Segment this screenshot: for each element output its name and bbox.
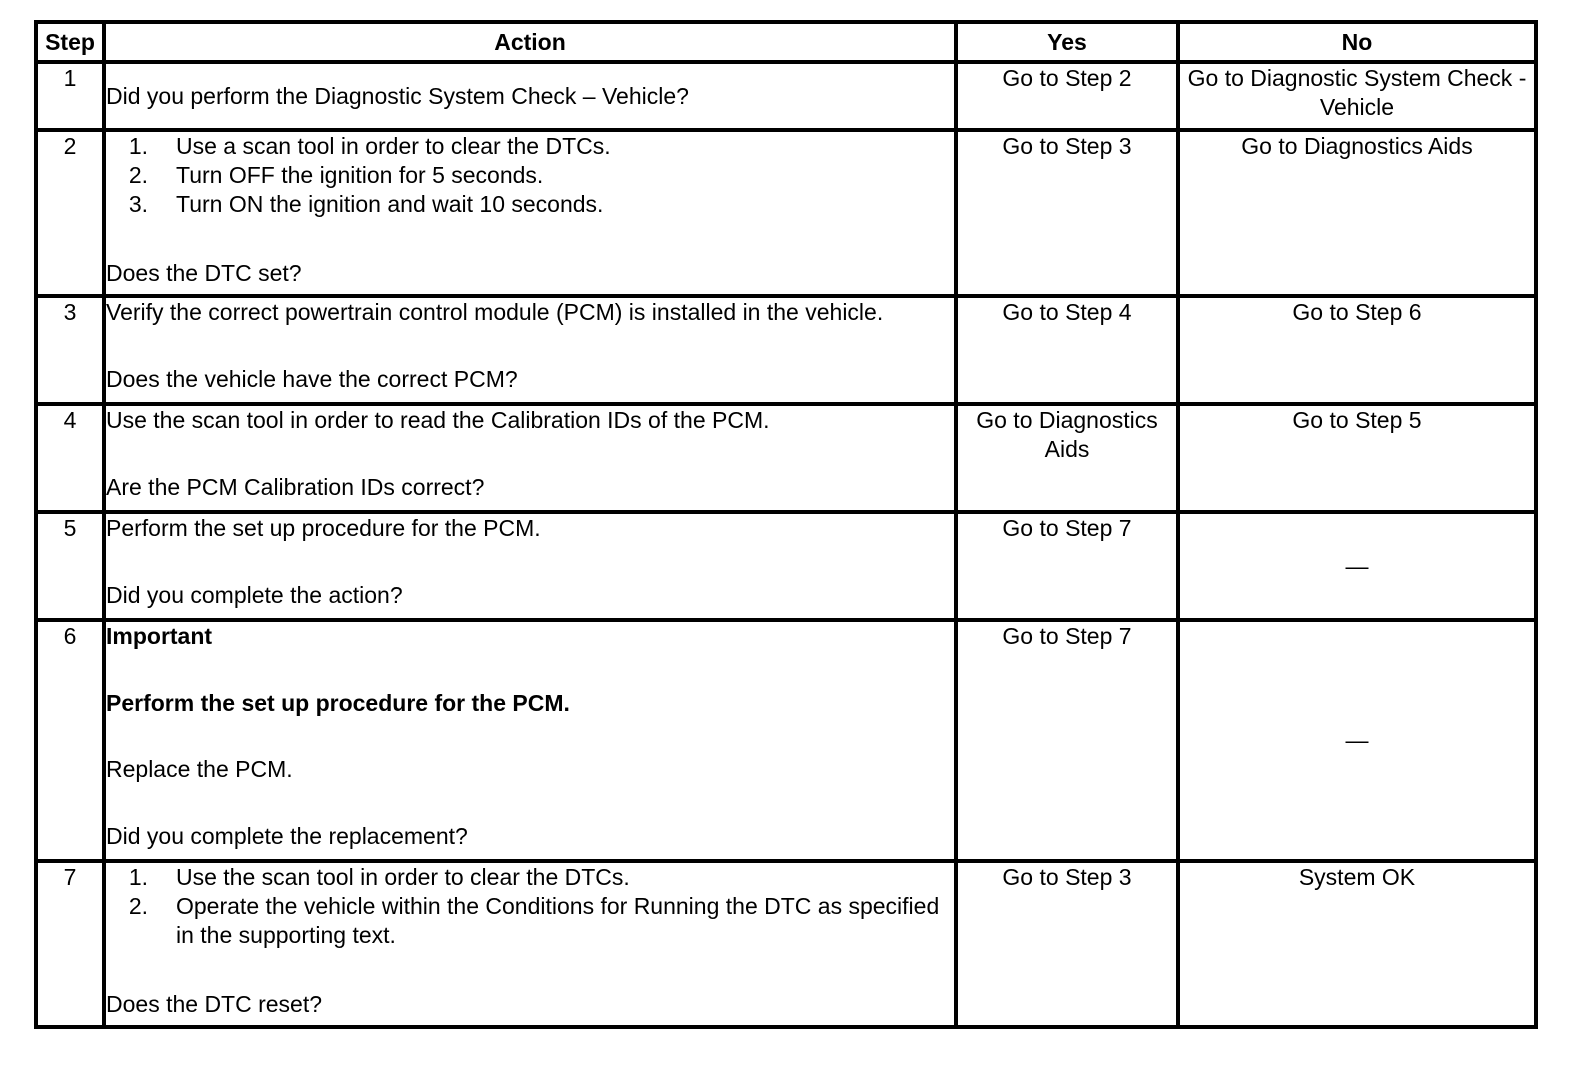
- action-cell: [104, 861, 956, 1027]
- header-step: Step: [36, 22, 104, 62]
- important-label: Important: [106, 623, 213, 649]
- action-instruction: Use the scan tool in order to read the Calibration IDs of the PCM.: [106, 407, 770, 433]
- step-number: 2: [36, 130, 104, 296]
- no-result: System OK: [1178, 861, 1536, 1027]
- yes-result-text: Go to Diagnostics Aids: [976, 407, 1158, 462]
- list-item: 2. Turn OFF the ignition for 5 seconds.: [128, 162, 544, 188]
- list-item: 2. Operate the vehicle within the Conditions for Running the DTC as specified in the supporting text.: [128, 893, 940, 948]
- yes-result: Go to Step 2: [956, 62, 1178, 130]
- no-result: Go to Step 6: [1178, 296, 1536, 404]
- table-row: [36, 130, 1536, 296]
- step-number: 6: [36, 620, 104, 861]
- step-number: 7: [36, 861, 104, 1027]
- important-text: Perform the set up procedure for the PCM.: [106, 689, 570, 716]
- action-step-list: [106, 863, 954, 950]
- step-number: 1: [36, 62, 104, 130]
- action-cell: [104, 512, 956, 620]
- diagnostic-table: [34, 20, 1538, 1029]
- yes-result: [956, 404, 1178, 512]
- no-result: Go to Diagnostics Aids: [1178, 130, 1536, 296]
- action-question: Did you complete the replacement?: [106, 822, 468, 849]
- yes-result: Go to Step 3: [956, 861, 1178, 1027]
- action-cell: [104, 404, 956, 512]
- yes-result: Go to Step 4: [956, 296, 1178, 404]
- action-cell: [104, 130, 956, 296]
- step-number: 3: [36, 296, 104, 404]
- action-question: Are the PCM Calibration IDs correct?: [106, 474, 485, 500]
- action-question: Does the vehicle have the correct PCM?: [106, 366, 518, 392]
- table-row: [36, 62, 1536, 130]
- no-result: Go to Diagnostic System Check - Vehicle: [1178, 62, 1536, 130]
- action-step-list: [106, 132, 954, 219]
- yes-result: Go to Step 3: [956, 130, 1178, 296]
- no-result: Go to Step 5: [1178, 404, 1536, 512]
- table-row: [36, 404, 1536, 512]
- action-instruction: Perform the set up procedure for the PCM.: [106, 515, 541, 541]
- list-item: 1. Use a scan tool in order to clear the DTCs.: [128, 133, 611, 159]
- no-result: —: [1178, 512, 1536, 620]
- action-cell: [104, 620, 956, 861]
- action-question: Does the DTC set?: [106, 260, 302, 286]
- yes-result: Go to Step 7: [956, 512, 1178, 620]
- action-question: Did you complete the action?: [106, 582, 403, 608]
- header-yes: Yes: [956, 22, 1178, 62]
- table-row: [36, 512, 1536, 620]
- yes-result: Go to Step 7: [956, 620, 1178, 861]
- action-question: Did you perform the Diagnostic System Check – Vehicle?: [106, 82, 689, 109]
- action-instruction: Verify the correct powertrain control module (PCM) is installed in the vehicle.: [106, 299, 884, 325]
- action-instruction: Replace the PCM.: [106, 756, 293, 783]
- step-number: 5: [36, 512, 104, 620]
- table-row: [36, 861, 1536, 1027]
- step-number: 4: [36, 404, 104, 512]
- table-row: [36, 620, 1536, 861]
- header-no: No: [1178, 22, 1536, 62]
- action-question: Does the DTC reset?: [106, 991, 323, 1017]
- list-item: 1. Use the scan tool in order to clear the DTCs.: [128, 864, 630, 890]
- list-item: 3. Turn ON the ignition and wait 10 seconds.: [128, 191, 604, 217]
- action-cell: [104, 62, 956, 130]
- no-result: —: [1178, 620, 1536, 861]
- header-row: [36, 22, 1536, 62]
- header-action: Action: [104, 22, 956, 62]
- table-row: [36, 296, 1536, 404]
- action-cell: [104, 296, 956, 404]
